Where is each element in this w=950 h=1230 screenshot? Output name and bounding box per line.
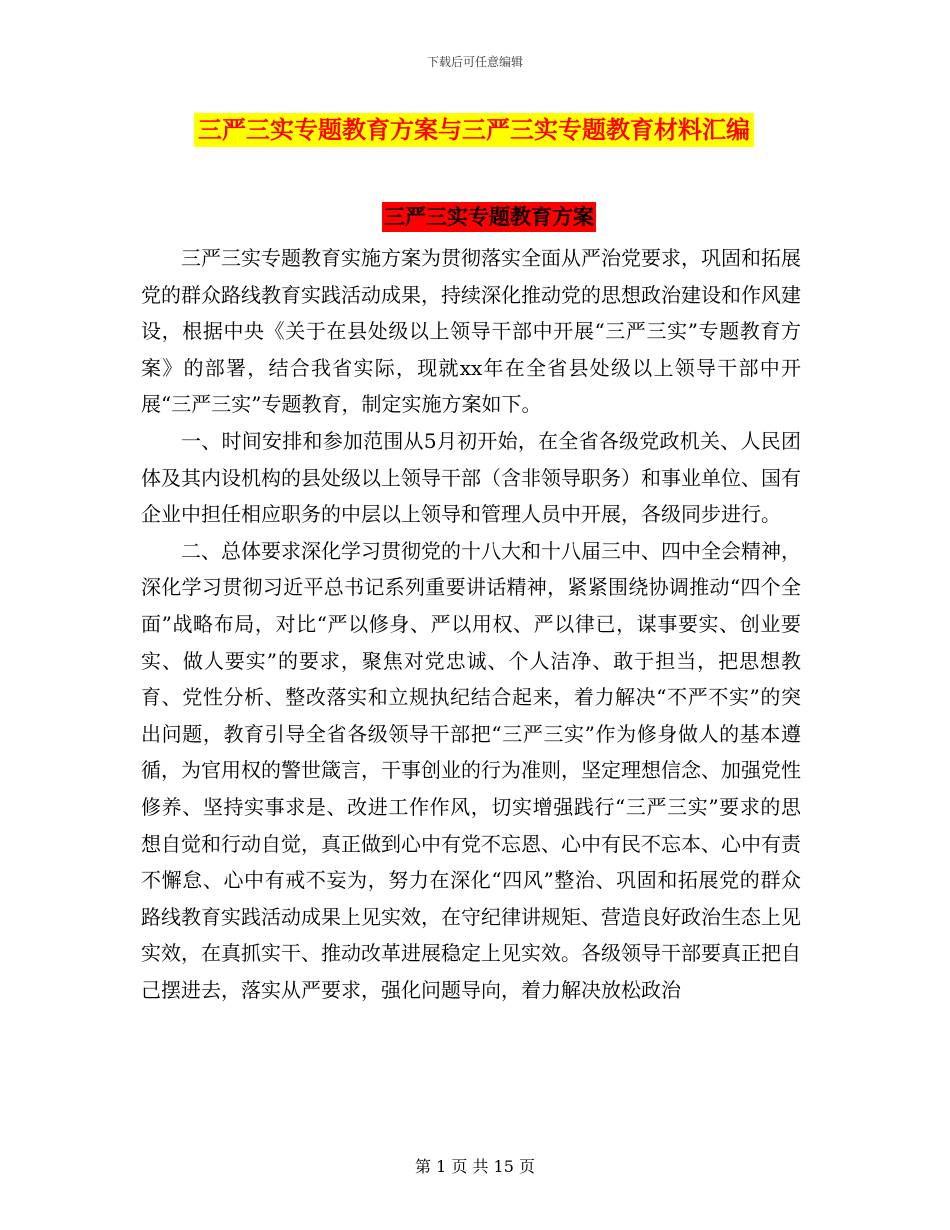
page-header-note: 下载后可任意编辑 [426, 55, 523, 69]
page-number: 第 1 页 共 15 页 [415, 1157, 535, 1176]
section-title: 三严三实专题教育方案 [382, 202, 596, 232]
paragraph-time-scope: 一、时间安排和参加范围从5月初开始，在全省各级党政机关、人民团体及其内设机构的县处级以上领导干部（含非领导职务）和事业单位、国有企业中担任相应职务的中层以上领导和管理人员中开展，各级同步进行。 [141, 428, 801, 527]
paragraph-overall-requirements: 二、总体要求深化学习贯彻党的十八大和十八届三中、四中全会精神，深化学习贯彻习近平总书记系列重要讲话精神，紧紧围绕协调推动“四个全面”战略布局，对比“严以修身、严以用权、严以律已，谋事要实、创业要实、做人要实”的要求，聚焦对党忠诚、个人洁净、敢于担当，把思想教育、党性分析、整改落实和立规执纪结合起来，着力解决“不严不实”的突出问题，教育引导全省各级领导干部把“三严三实”作为修身做人的基本遵循，为官用权的警世箴言，干事创业的行为准则，坚定理想信念、加强党性修养、坚持实事求是、改进工作作风，切实增强践行“三严三实”要求的思想自觉和行动自觉，真正做到心中有党不忘恩、心中有民不忘本、心中有责不懈怠、心中有戒不妄为，努力在深化“四风”整治、巩固和拓展党的群众路线教育实践活动成果上见实效，在守纪律讲规矩、营造良好政治生态上见实效，在真抓实干、推动改革进展稳定上见实效。各级领导干部要真正把自己摆进去，落实从严要求，强化问题导向，着力解决放松政治 [141, 538, 801, 1002]
document-body [141, 240, 801, 1008]
document-title: 三严三实专题教育方案与三严三实专题教育材料汇编 [194, 113, 754, 147]
paragraph-intro: 三严三实专题教育实施方案为贯彻落实全面从严治党要求，巩固和拓展党的群众路线教育实践活动成果，持续深化推动党的思想政治建设和作风建设，根据中央《关于在县处级以上领导干部中开展“三严三实”专题教育方案》的部署，结合我省实际，现就xx年在全省县处级以上领导干部中开展“三严三实”专题教育，制定实施方案如下。 [141, 246, 801, 417]
